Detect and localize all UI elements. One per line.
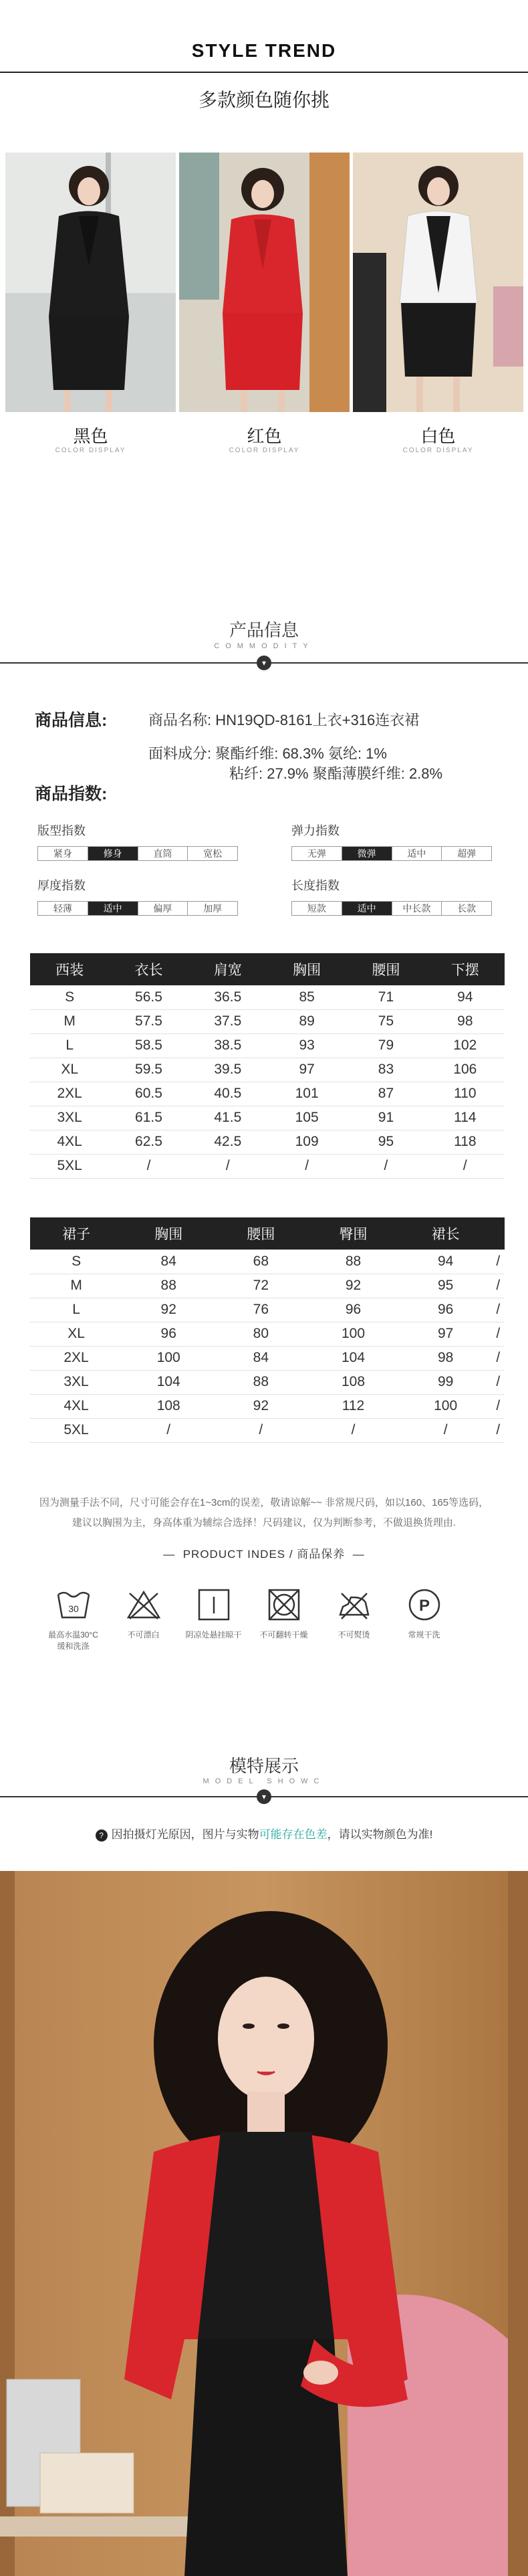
size-label-cell: L <box>30 1298 122 1322</box>
color-name-black: 黑色 <box>73 426 108 446</box>
note-highlight: 可能存在色差 <box>259 1828 327 1841</box>
color-display-caption: COLOR DISPLAY <box>55 447 126 454</box>
table-cell: 85 <box>267 985 346 1009</box>
size-label-cell: 5XL <box>30 1418 122 1442</box>
stretch-index-scale <box>291 846 492 861</box>
scale-option-selected: 适中 <box>342 902 392 915</box>
table-cell: 36.5 <box>188 985 267 1009</box>
table-row <box>30 1274 505 1298</box>
chevron-down-icon: ▾ <box>257 1789 271 1804</box>
scale-option: 直筒 <box>138 847 188 860</box>
product-name: 商品名称: HN19QD-8161上衣+316连衣裙 <box>148 712 420 728</box>
stretch-index-label: 弹力指数 <box>291 824 340 837</box>
table-cell: / <box>492 1418 505 1442</box>
scale-option: 超弹 <box>457 848 477 859</box>
table-row <box>30 1346 505 1370</box>
care-item <box>319 1587 389 1641</box>
size-label-cell: XL <box>30 1058 109 1082</box>
color-display-caption: COLOR DISPLAY <box>402 447 474 454</box>
column-header: 西装 <box>30 953 109 985</box>
care-item <box>38 1587 108 1652</box>
table-cell: / <box>492 1274 505 1298</box>
column-header <box>492 1217 505 1250</box>
table-cell: 109 <box>267 1130 346 1154</box>
color-photo-white <box>353 153 523 412</box>
note-text: 因拍摄灯光原因，图片与实物 <box>111 1828 259 1841</box>
table-cell: 96 <box>122 1322 215 1346</box>
care-item <box>249 1587 319 1641</box>
table-cell: 98 <box>426 1009 505 1033</box>
column-header: 臀围 <box>307 1217 399 1250</box>
table-cell: 110 <box>426 1082 505 1106</box>
table-cell: / <box>346 1154 425 1178</box>
table-cell: 114 <box>426 1106 505 1130</box>
color-display-caption: COLOR DISPLAY <box>229 447 300 454</box>
page-title: STYLE TREND <box>191 40 337 61</box>
table-row <box>30 1033 505 1058</box>
table-cell: 97 <box>267 1058 346 1082</box>
table-cell: 91 <box>346 1106 425 1130</box>
size-label-cell: L <box>30 1033 109 1058</box>
size-label-cell: M <box>30 1009 109 1033</box>
column-header: 下摆 <box>426 953 505 985</box>
table-cell: 37.5 <box>188 1009 267 1033</box>
table-row <box>30 1418 505 1442</box>
care-item-label: 常规干洗 <box>408 1630 440 1640</box>
care-item-label: 阴凉处悬挂晾干 <box>185 1630 242 1640</box>
info-icon: ? <box>96 1829 108 1842</box>
scale-option: 偏厚 <box>138 902 188 915</box>
size-label-cell: S <box>30 1250 122 1274</box>
table-cell: 106 <box>426 1058 505 1082</box>
thickness-index-scale <box>37 901 238 916</box>
table-row <box>30 1106 505 1130</box>
care-item <box>178 1587 249 1641</box>
table-row <box>30 1082 505 1106</box>
table-row <box>30 985 505 1009</box>
table-cell: 96 <box>307 1298 399 1322</box>
table-cell: 88 <box>122 1274 215 1298</box>
size-note-line-2: 建议以胸围为主，身高体重为辅综合选择！尺码建议，仅为判断参考，不做退换货理由. <box>72 1517 456 1528</box>
care-item-label: 不可漂白 <box>127 1630 160 1640</box>
table-cell: 108 <box>307 1370 399 1394</box>
table-cell: 76 <box>215 1298 307 1322</box>
size-label-cell: XL <box>30 1322 122 1346</box>
table-cell: 87 <box>346 1082 425 1106</box>
column-header: 腰围 <box>215 1217 307 1250</box>
table-header-row <box>30 1217 505 1250</box>
table-cell: 84 <box>215 1346 307 1370</box>
wash-30-icon <box>55 1587 92 1623</box>
table-cell: / <box>492 1346 505 1370</box>
fit-index-scale <box>37 846 238 861</box>
table-cell: 94 <box>400 1250 492 1274</box>
table-cell: 72 <box>215 1274 307 1298</box>
table-cell: 95 <box>346 1130 425 1154</box>
dry-clean-p-icon <box>406 1587 442 1623</box>
table-cell: / <box>492 1370 505 1394</box>
care-item <box>389 1587 459 1641</box>
table-row <box>30 1058 505 1082</box>
scale-option: 无弹 <box>292 847 342 860</box>
table-cell: 101 <box>267 1082 346 1106</box>
table-cell: 68 <box>215 1250 307 1274</box>
table-cell: 100 <box>400 1394 492 1418</box>
table-cell: 59.5 <box>109 1058 188 1082</box>
table-cell: 118 <box>426 1130 505 1154</box>
table-cell: / <box>426 1154 505 1178</box>
table-cell: 88 <box>307 1250 399 1274</box>
model-show-title: 模特展示 <box>229 1756 299 1776</box>
column-header: 胸围 <box>122 1217 215 1250</box>
table-cell: / <box>492 1298 505 1322</box>
table-cell: 88 <box>215 1370 307 1394</box>
svg-text:P: P <box>418 1597 430 1615</box>
size-label-cell: 4XL <box>30 1130 109 1154</box>
skirt-size-table <box>30 1217 505 1443</box>
suit-size-table <box>30 953 505 1179</box>
table-cell: 95 <box>400 1274 492 1298</box>
table-cell: / <box>492 1322 505 1346</box>
size-label-cell: 3XL <box>30 1106 109 1130</box>
table-cell: 62.5 <box>109 1130 188 1154</box>
table-cell: 79 <box>346 1033 425 1058</box>
note-text: ，请以实物颜色为准! <box>327 1828 433 1841</box>
size-label-cell: 5XL <box>30 1154 109 1178</box>
fabric-line-2: 粘纤: 27.9% 聚酯薄膜纤维: 2.8% <box>229 765 443 782</box>
scale-option: 轻薄 <box>38 902 88 915</box>
table-cell: 92 <box>307 1274 399 1298</box>
scale-option: 长款 <box>457 903 477 914</box>
size-label-cell: S <box>30 985 109 1009</box>
column-header: 肩宽 <box>188 953 267 985</box>
table-cell: 84 <box>122 1250 215 1274</box>
table-cell: 39.5 <box>188 1058 267 1082</box>
color-photo-black <box>5 153 176 412</box>
color-name-red: 红色 <box>247 426 282 446</box>
table-cell: 57.5 <box>109 1009 188 1033</box>
scale-option: 短款 <box>292 902 342 915</box>
table-cell: / <box>188 1154 267 1178</box>
index-label: 商品指数: <box>35 785 108 803</box>
no-iron-icon <box>336 1587 372 1623</box>
no-tumble-dry-icon <box>266 1587 302 1623</box>
no-bleach-icon <box>126 1587 162 1623</box>
scale-option: 紧身 <box>38 847 88 860</box>
table-cell: / <box>122 1418 215 1442</box>
table-cell: / <box>109 1154 188 1178</box>
size-label-cell: 2XL <box>30 1346 122 1370</box>
scale-option: 加厚 <box>203 903 223 914</box>
table-cell: / <box>267 1154 346 1178</box>
table-cell: 61.5 <box>109 1106 188 1130</box>
column-header: 衣长 <box>109 953 188 985</box>
table-row <box>30 1250 505 1274</box>
table-cell: 42.5 <box>188 1130 267 1154</box>
table-cell: 80 <box>215 1322 307 1346</box>
color-name-white: 白色 <box>420 426 456 446</box>
care-item-label: 不可熨烫 <box>338 1630 370 1640</box>
table-cell: / <box>400 1418 492 1442</box>
table-cell: 100 <box>307 1322 399 1346</box>
care-title-text: PRODUCT INDES / 商品保养 <box>182 1548 346 1561</box>
thickness-index-label: 厚度指数 <box>37 879 86 892</box>
table-cell: 94 <box>426 985 505 1009</box>
color-difference-note <box>0 1825 528 1842</box>
page-subtitle: 多款颜色随你挑 <box>198 90 329 110</box>
scale-option-selected: 修身 <box>88 847 138 860</box>
table-cell: 100 <box>122 1346 215 1370</box>
table-cell: 97 <box>400 1322 492 1346</box>
length-index-label: 长度指数 <box>291 879 340 892</box>
column-header: 腰围 <box>346 953 425 985</box>
size-label-cell: 2XL <box>30 1082 109 1106</box>
table-cell: 112 <box>307 1394 399 1418</box>
scale-option-selected: 微弹 <box>342 847 392 860</box>
svg-text:30: 30 <box>68 1603 79 1614</box>
care-item <box>108 1587 178 1641</box>
care-item-label: 不可翻转干燥 <box>259 1630 308 1640</box>
table-cell: 40.5 <box>188 1082 267 1106</box>
chevron-down-icon: ▾ <box>257 656 271 670</box>
size-label-cell: 4XL <box>30 1394 122 1418</box>
scale-option: 宽松 <box>203 848 223 859</box>
column-header: 胸围 <box>267 953 346 985</box>
table-row <box>30 1154 505 1178</box>
table-cell: / <box>492 1394 505 1418</box>
table-cell: 104 <box>307 1346 399 1370</box>
length-index-scale <box>291 901 492 916</box>
product-info-title-en: COMMODITY <box>214 642 314 650</box>
table-cell: 75 <box>346 1009 425 1033</box>
table-cell: 96 <box>400 1298 492 1322</box>
table-cell: 105 <box>267 1106 346 1130</box>
table-cell: 104 <box>122 1370 215 1394</box>
table-header-row <box>30 953 505 985</box>
table-cell: 98 <box>400 1346 492 1370</box>
table-cell: 92 <box>215 1394 307 1418</box>
table-cell: 108 <box>122 1394 215 1418</box>
info-label: 商品信息: <box>35 711 108 730</box>
table-row <box>30 1370 505 1394</box>
table-cell: 71 <box>346 985 425 1009</box>
table-cell: 99 <box>400 1370 492 1394</box>
color-photo-red <box>179 153 350 412</box>
fabric-line-1: 面料成分: 聚酯纤维: 68.3% 氨纶: 1% <box>148 745 387 762</box>
size-label-cell: 3XL <box>30 1370 122 1394</box>
column-header: 裙子 <box>30 1217 122 1250</box>
care-item-label: 最高水温30°C 缓和洗涤 <box>48 1630 98 1651</box>
table-row <box>30 1130 505 1154</box>
table-cell: / <box>215 1418 307 1442</box>
table-cell: 38.5 <box>188 1033 267 1058</box>
size-label-cell: M <box>30 1274 122 1298</box>
table-cell: 89 <box>267 1009 346 1033</box>
scale-option: 中长款 <box>392 902 442 915</box>
table-cell: 56.5 <box>109 985 188 1009</box>
product-info-title: 产品信息 <box>229 620 299 640</box>
table-cell: / <box>492 1250 505 1274</box>
column-header: 裙长 <box>400 1217 492 1250</box>
line-dry-icon <box>196 1587 232 1623</box>
model-show-title-en: MODEL SHOWC <box>203 1777 325 1785</box>
table-cell: / <box>307 1418 399 1442</box>
table-cell: 58.5 <box>109 1033 188 1058</box>
table-cell: 92 <box>122 1298 215 1322</box>
care-title: — PRODUCT INDES / 商品保养 — <box>163 1548 365 1561</box>
size-note-line-1: 因为测量手法不同，尺寸可能会存在1~3cm的误差，敬请谅解~~ 非常规尺码，如以160、165等选码， <box>39 1497 489 1508</box>
table-row <box>30 1009 505 1033</box>
table-row <box>30 1298 505 1322</box>
model-photo <box>0 1871 528 2576</box>
table-cell: 60.5 <box>109 1082 188 1106</box>
table-cell: 93 <box>267 1033 346 1058</box>
table-cell: 41.5 <box>188 1106 267 1130</box>
scale-option-selected: 适中 <box>88 902 138 915</box>
table-cell: 102 <box>426 1033 505 1058</box>
table-row <box>30 1394 505 1418</box>
scale-option: 适中 <box>392 847 442 860</box>
table-cell: 83 <box>346 1058 425 1082</box>
table-row <box>30 1322 505 1346</box>
fit-index-label: 版型指数 <box>37 824 86 837</box>
header-divider <box>0 72 528 73</box>
